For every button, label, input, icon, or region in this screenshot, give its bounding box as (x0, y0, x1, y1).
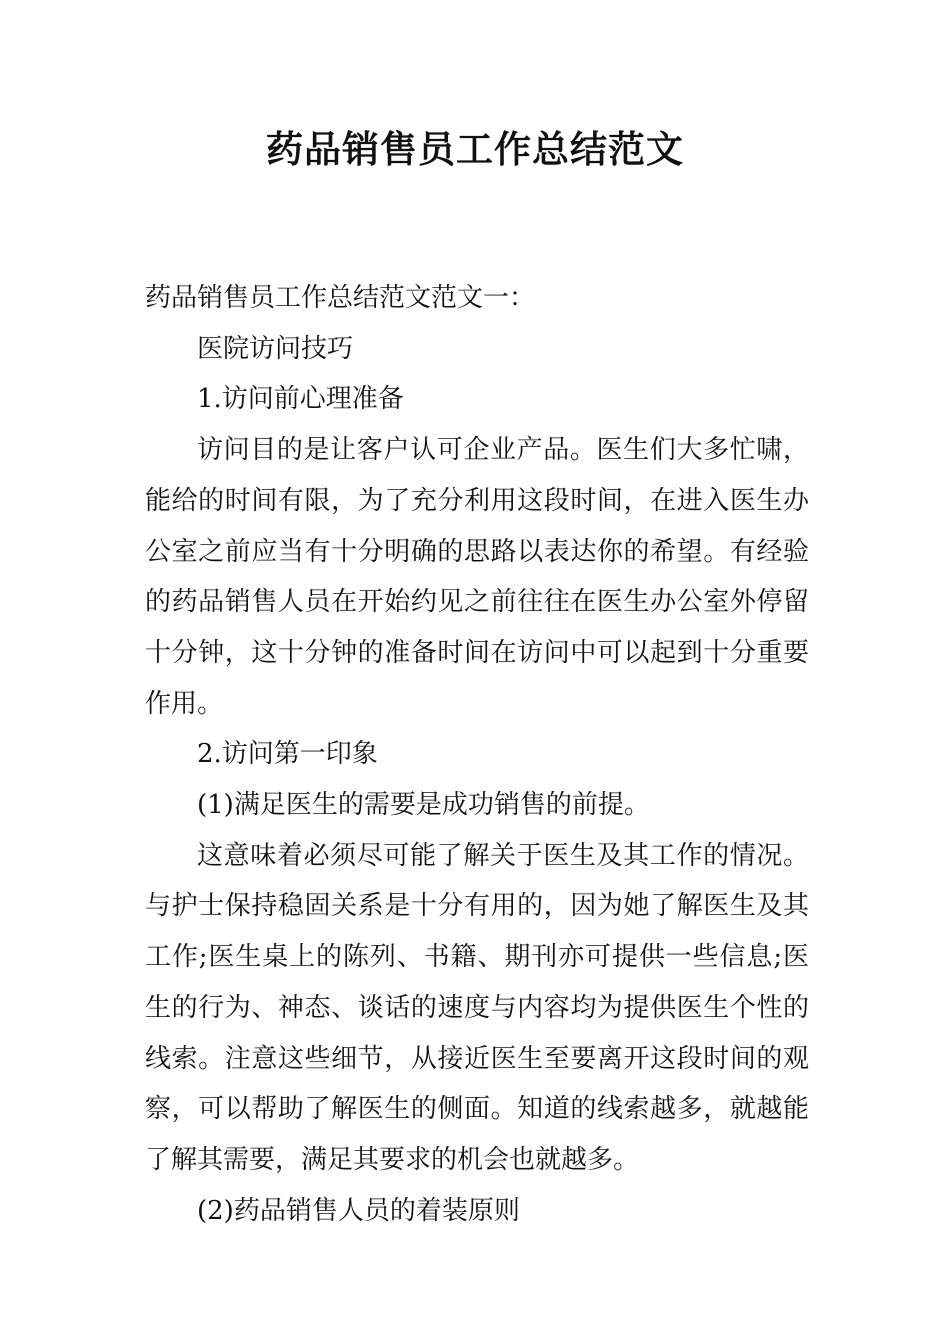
subheading: 1.访问前心理准备 (197, 384, 404, 415)
body-paragraph: 这意味着必须尽可能了解关于医生及其工作的情况。与护士保持稳固关系是十分有用的，因为她了解医生及其工作;医生桌上的陈列、书籍、期刊亦可提供一些信息;医生的行为、神态、谈话的速度与内容均为提供医生个性的线索。注意这些细节，从接近医生至要离开这段时间的观察，可以帮助了解医生的侧面。知道的线索越多，就越能了解其需要，满足其要求的机会也就越多。 (145, 840, 809, 1175)
subheading: 2.访问第一印象 (197, 739, 378, 770)
body-paragraph: 访问目的是让客户认可企业产品。医生们大多忙啸，能给的时间有限，为了充分利用这段时间，在进入医生办公室之前应当有十分明确的思路以表达你的希望。有经验的药品销售人员在开始约见之前往往在医生办公室外停留十分钟，这十分钟的准备时间在访问中可以起到十分重要作用。 (145, 435, 809, 719)
list-item: (2)药品销售人员的着装原则 (197, 1195, 520, 1226)
subheading: 医院访问技巧 (197, 333, 354, 364)
list-item: (1)满足医生的需要是成功销售的前提。 (197, 790, 650, 821)
section-heading: 药品销售员工作总结范文范文一： (145, 283, 536, 313)
document-title: 药品销售员工作总结范文 (266, 128, 684, 171)
document-body (145, 273, 809, 1236)
